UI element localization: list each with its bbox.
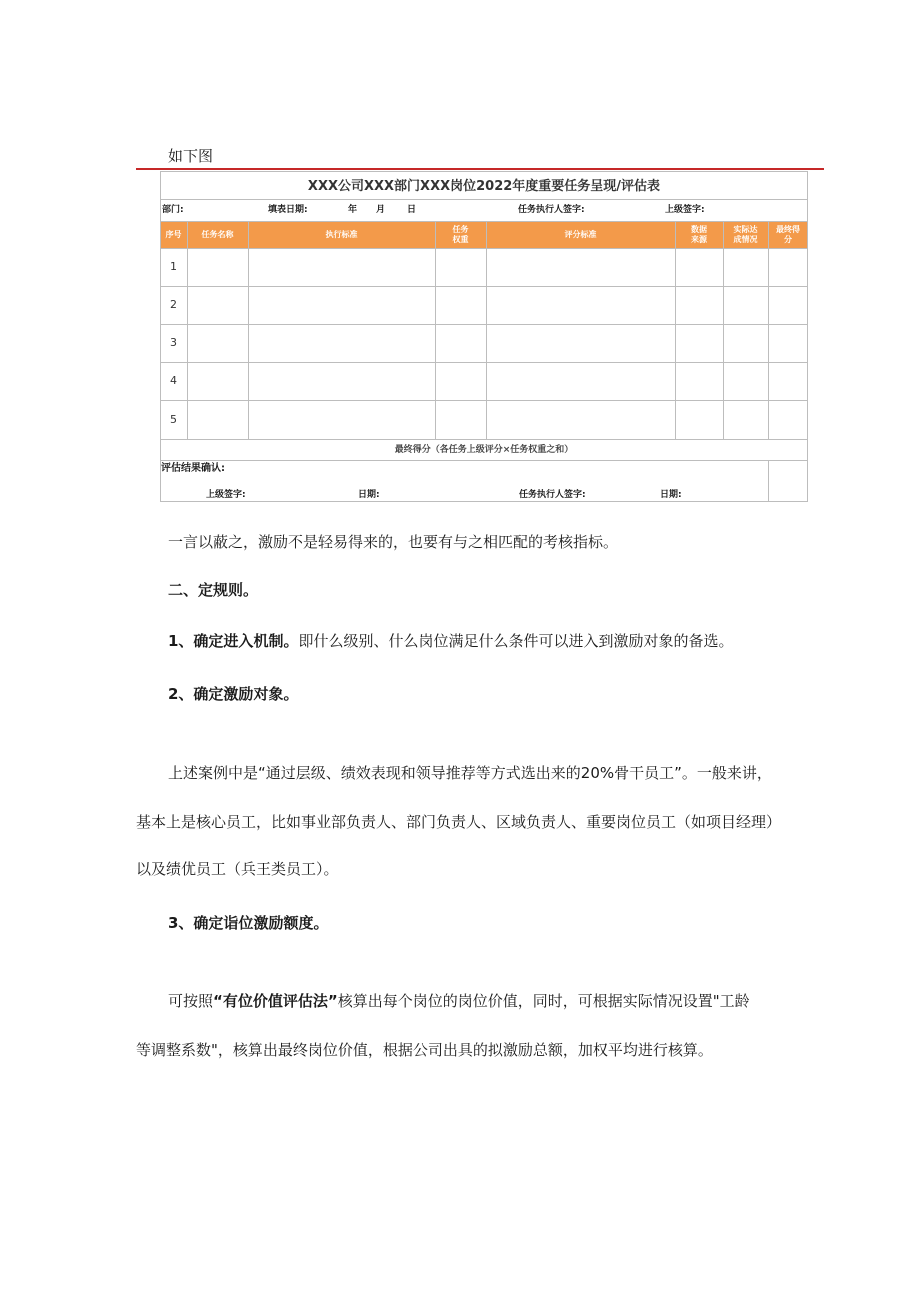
header-weight-line1: 任务 bbox=[452, 225, 469, 234]
section-heading: 二、定规则。 bbox=[168, 581, 259, 599]
footer-executor-sign: 任务执行人签字: bbox=[519, 490, 586, 500]
header-final-line1: 最终得 bbox=[776, 225, 800, 234]
item-1-title: 1、确定进入机制。 bbox=[168, 632, 299, 650]
paragraph-2-line-3: 以及绩优员工（兵王类员工）。 bbox=[136, 860, 339, 878]
day-label: 日 bbox=[407, 205, 417, 215]
row-number: 3 bbox=[170, 336, 177, 349]
executor-sign-label: 任务执行人签字: bbox=[518, 205, 585, 215]
p3-method-name: “有位价值评估法” bbox=[213, 992, 338, 1010]
confirm-label: 评估结果确认: bbox=[161, 463, 225, 474]
header-actual-line2: 成情况 bbox=[733, 235, 758, 244]
date-label: 填表日期: bbox=[268, 205, 308, 215]
header-source-line2: 来源 bbox=[691, 235, 707, 244]
superior-sign-label: 上级签字: bbox=[665, 205, 705, 215]
paragraph-3-line-1 bbox=[168, 991, 750, 1011]
item-entry-mechanism bbox=[168, 631, 733, 651]
final-score-label: 最终得分（各任务上级评分×任务权重之和） bbox=[394, 445, 574, 455]
header-weight bbox=[435, 222, 486, 248]
form-title: XXX公司XXX部门XXX岗位2022年度重要任务呈现/评估表 bbox=[307, 179, 661, 194]
footer-date-2: 日期: bbox=[660, 490, 682, 500]
paragraph-summary: 一言以蔽之，激励不是轻易得来的，也要有与之相匹配的考核指标。 bbox=[168, 533, 619, 551]
row-number: 4 bbox=[170, 374, 177, 387]
paragraph-2-line-1: 上述案例中是“通过层级、绩效表现和领导推荐等方式选出来的20%骨干员工”。一般来讲， bbox=[168, 764, 772, 782]
year-label: 年 bbox=[348, 205, 358, 215]
header-source-line1: 数据 bbox=[691, 225, 707, 234]
header-actual-line1: 实际达 bbox=[733, 225, 758, 234]
row-number: 1 bbox=[170, 260, 177, 273]
p3-prefix: 可按照 bbox=[168, 992, 214, 1010]
row-number: 5 bbox=[170, 413, 177, 426]
footer-date-1: 日期: bbox=[358, 490, 380, 500]
paragraph-2-line-2: 基本上是核心员工，比如事业部负责人、部门负责人、区域负责人、重要岗位员工（如项目经理） bbox=[136, 813, 782, 831]
header-task-name: 任务名称 bbox=[201, 230, 234, 239]
header-seq: 序号 bbox=[165, 230, 182, 239]
header-actual bbox=[723, 222, 768, 248]
item-3-title: 3、确定诣位激励额度。 bbox=[168, 914, 329, 932]
header-final-line2: 分 bbox=[784, 235, 792, 244]
header-final bbox=[768, 222, 808, 248]
header-score-std: 评分标准 bbox=[564, 230, 597, 239]
item-1-text: 即什么级别、什么岗位满足什么条件可以进入到激励对象的备选。 bbox=[298, 632, 734, 650]
p3-rest: 核算出每个岗位的岗位价值，同时，可根据实际情况设置"工龄 bbox=[337, 992, 750, 1010]
paragraph-3-line-2: 等调整系数"，核算出最终岗位价值，根据公司出具的拟激励总额，加权平均进行核算。 bbox=[136, 1041, 713, 1059]
item-2-title: 2、确定激励对象。 bbox=[168, 685, 299, 703]
intro-text: 如下图 bbox=[168, 147, 214, 165]
header-exec-std: 执行标准 bbox=[325, 230, 358, 239]
footer-superior-sign: 上级签字: bbox=[206, 490, 246, 500]
header-source bbox=[675, 222, 723, 248]
row-number: 2 bbox=[170, 298, 177, 311]
dept-label: 部门: bbox=[162, 205, 184, 215]
header-weight-line2: 权重 bbox=[452, 235, 469, 244]
evaluation-form-image bbox=[160, 171, 808, 502]
divider bbox=[136, 168, 824, 170]
month-label: 月 bbox=[376, 205, 386, 215]
